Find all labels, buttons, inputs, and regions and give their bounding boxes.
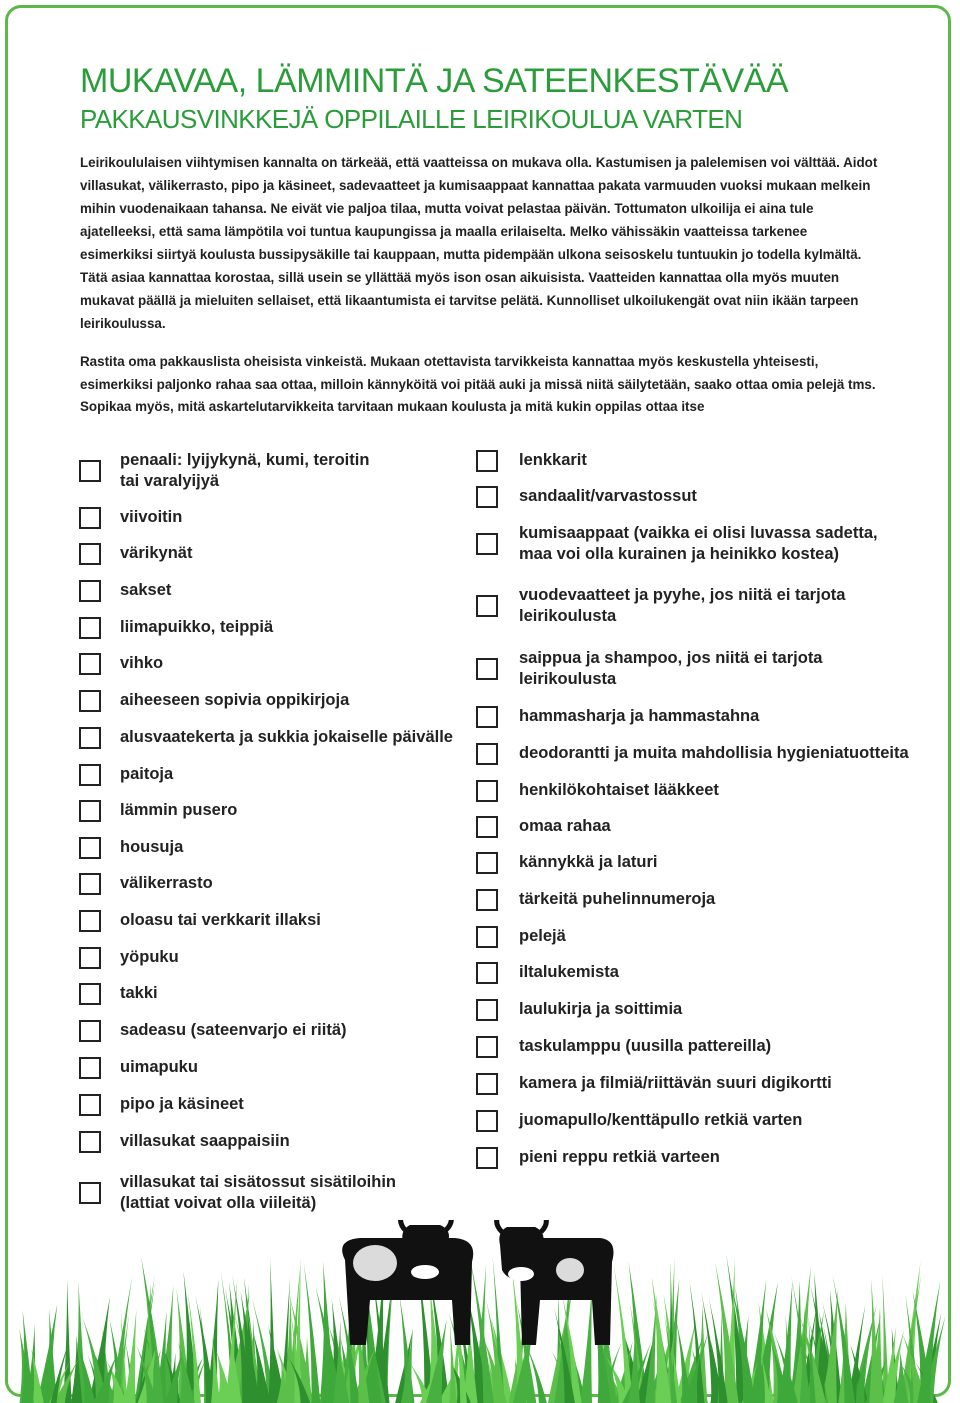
page-subtitle: PAKKAUSVINKKEJÄ OPPILAILLE LEIRIKOULUA VARTEN (80, 104, 743, 134)
left-checklist-label: penaali: lyijykynä, kumi, teroitin tai varalyijyä (120, 451, 370, 490)
left-checkbox[interactable] (79, 1057, 101, 1079)
left-checklist-label: takki (120, 984, 158, 1002)
cow-left-illustration (342, 1220, 473, 1345)
left-checklist-label: vihko (120, 654, 164, 672)
left-checklist-label: paitoja (120, 765, 174, 783)
right-checklist-label: kännykkä ja laturi (519, 853, 658, 871)
right-checkbox[interactable] (476, 999, 498, 1021)
right-checklist-label: henkilökohtaiset lääkkeet (519, 781, 719, 799)
left-checkbox[interactable] (79, 837, 101, 859)
left-checkbox[interactable] (79, 947, 101, 969)
left-checkbox[interactable] (79, 1094, 101, 1116)
page-title: MUKAVAA, LÄMMINTÄ JA SATEENKESTÄVÄÄ (80, 62, 789, 100)
right-checklist-label: kamera ja filmiä/riittävän suuri digikortti (519, 1074, 832, 1092)
right-checkbox[interactable] (476, 816, 498, 838)
right-checkbox[interactable] (476, 533, 498, 555)
left-checkbox[interactable] (79, 873, 101, 895)
right-checklist-label: omaa rahaa (519, 817, 611, 835)
right-checklist-label: pelejä (519, 927, 566, 945)
left-checklist-label: liimapuikko, teippiä (120, 618, 274, 636)
grass-blade (269, 1257, 277, 1403)
left-checkbox[interactable] (79, 580, 101, 602)
right-checkbox[interactable] (476, 1036, 498, 1058)
right-checkbox[interactable] (476, 595, 498, 617)
right-checklist-label: juomapullo/kenttäpullo retkiä varten (519, 1111, 803, 1129)
left-checkbox[interactable] (79, 727, 101, 749)
cows-in-grass-illustration (0, 1220, 960, 1403)
right-checkbox[interactable] (476, 1147, 498, 1169)
left-checklist-label: housuja (120, 838, 184, 856)
left-checkbox[interactable] (79, 690, 101, 712)
right-checklist-label: vuodevaatteet ja pyyhe, jos niitä ei tarjota leirikoulusta (519, 586, 846, 625)
left-checkbox[interactable] (79, 1020, 101, 1042)
left-checklist-label: villasukat tai sisätossut sisätiloihin (lattiat voivat olla viileitä) (120, 1173, 397, 1212)
left-checklist-label: aiheeseen sopivia oppikirjoja (120, 691, 350, 709)
left-checkbox[interactable] (79, 800, 101, 822)
left-checkbox[interactable] (79, 507, 101, 529)
left-checklist-label: uimapuku (120, 1058, 198, 1076)
right-checkbox[interactable] (476, 1110, 498, 1132)
left-checkbox[interactable] (79, 460, 101, 482)
right-checklist-label: sandaalit/varvastossut (519, 487, 697, 505)
right-checklist-label: hammasharja ja hammastahna (519, 707, 760, 725)
right-checklist-label: pieni reppu retkiä varteen (519, 1148, 720, 1166)
right-checkbox[interactable] (476, 743, 498, 765)
left-checklist-label: viivoitin (120, 508, 183, 526)
right-checkbox[interactable] (476, 450, 498, 472)
left-checklist-label: yöpuku (120, 948, 179, 966)
grass-illustration (19, 1254, 945, 1403)
left-checkbox[interactable] (79, 543, 101, 565)
left-checklist-label: oloasu tai verkkarit illaksi (120, 911, 321, 929)
right-checkbox[interactable] (476, 852, 498, 874)
right-checklist-label: laulukirja ja soittimia (519, 1000, 683, 1018)
cow-right-illustration (497, 1220, 614, 1345)
right-checkbox[interactable] (476, 658, 498, 680)
left-checkbox[interactable] (79, 617, 101, 639)
left-checklist-label: pipo ja käsineet (120, 1095, 244, 1113)
left-checklist-label: sakset (120, 581, 172, 599)
left-checkbox[interactable] (79, 653, 101, 675)
left-checklist-label: värikynät (120, 544, 193, 562)
instructions-paragraph: Rastita oma pakkauslista oheisista vinkeistä. Mukaan otettavista tarvikkeista kannattaa myös keskustella yhteisesti, esimerkiksi paljonko rahaa saa ottaa, milloin kännyköitä voi pitää auki ja missä niitä säilytetään, saako ottaa omia pelejä tms. Sopikaa myös, mitä askartelutarvikkeita tarvitaan mukaan koulusta ja mitä kukin oppilas ottaa itse (80, 354, 876, 414)
right-checklist-label: taskulamppu (uusilla pattereilla) (519, 1037, 772, 1055)
left-checkbox[interactable] (79, 910, 101, 932)
left-checkbox[interactable] (79, 764, 101, 786)
right-checkbox[interactable] (476, 962, 498, 984)
left-checklist-label: villasukat saappaisiin (120, 1132, 290, 1150)
right-checklist-label: iltalukemista (519, 963, 619, 981)
right-checklist-label: deodorantti ja muita mahdollisia hygieniatuotteita (519, 744, 909, 762)
right-checkbox[interactable] (476, 486, 498, 508)
right-checklist-label: kumisaappaat (vaikka ei olisi luvassa sadetta, maa voi olla kurainen ja heinikko kostea) (519, 524, 878, 563)
right-checklist-label: lenkkarit (519, 451, 587, 469)
intro-paragraph: Leirikoululaisen viihtymisen kannalta on tärkeää, että vaatteissa on mukava olla. Kastumisen ja palelemisen voi välttää. Aidot villasukat, välikerrasto, pipo ja käsineet, sadevaatteet ja kumisaappaat kannattaa pakata varmuuden vuoksi mukaan melkein mihin vuodenaikaan tahansa. Ne eivät vie paljoa tilaa, mutta voivat pelastaa päivän. Tottumaton ulkoilija ei aina tule ajatelleeksi, että sama lämpötila voi tuntua kaupungissa ja maalla erilaiselta. Melko vähissäkin vaatteissa tarkenee esimerkiksi siirtyä koulusta bussipysäkille tai kauppaan, mutta pidempään ulkona seisoskelu tuntuukin jo todella kylmältä. Tätä asiaa kannattaa korostaa, sillä usein se yllättää myös ison osan aikuisista. Vaatteiden kannattaa olla myös muuten mukavat päällä ja mieluiten sellaiset, että likaantumista ei tarvitse pelätä. Kunnolliset ulkoilukengät ovat niin ikään tarpeen leirikoulussa. (80, 155, 878, 331)
right-checkbox[interactable] (476, 780, 498, 802)
right-checkbox[interactable] (476, 926, 498, 948)
left-checklist-label: alusvaatekerta ja sukkia jokaiselle päivälle (120, 728, 453, 746)
left-checkbox[interactable] (79, 983, 101, 1005)
grass-blade (320, 1261, 335, 1403)
left-checklist-label: välikerrasto (120, 874, 213, 892)
left-checkbox[interactable] (79, 1131, 101, 1153)
right-checklist-label: tärkeitä puhelinnumeroja (519, 890, 716, 908)
right-checkbox[interactable] (476, 706, 498, 728)
left-checklist-label: sadeasu (sateenvarjo ei riitä) (120, 1021, 347, 1039)
left-checkbox[interactable] (79, 1182, 101, 1204)
right-checklist-label: saippua ja shampoo, jos niitä ei tarjota leirikoulusta (519, 649, 823, 688)
right-checkbox[interactable] (476, 889, 498, 911)
left-checklist-label: lämmin pusero (120, 801, 238, 819)
right-checkbox[interactable] (476, 1073, 498, 1095)
